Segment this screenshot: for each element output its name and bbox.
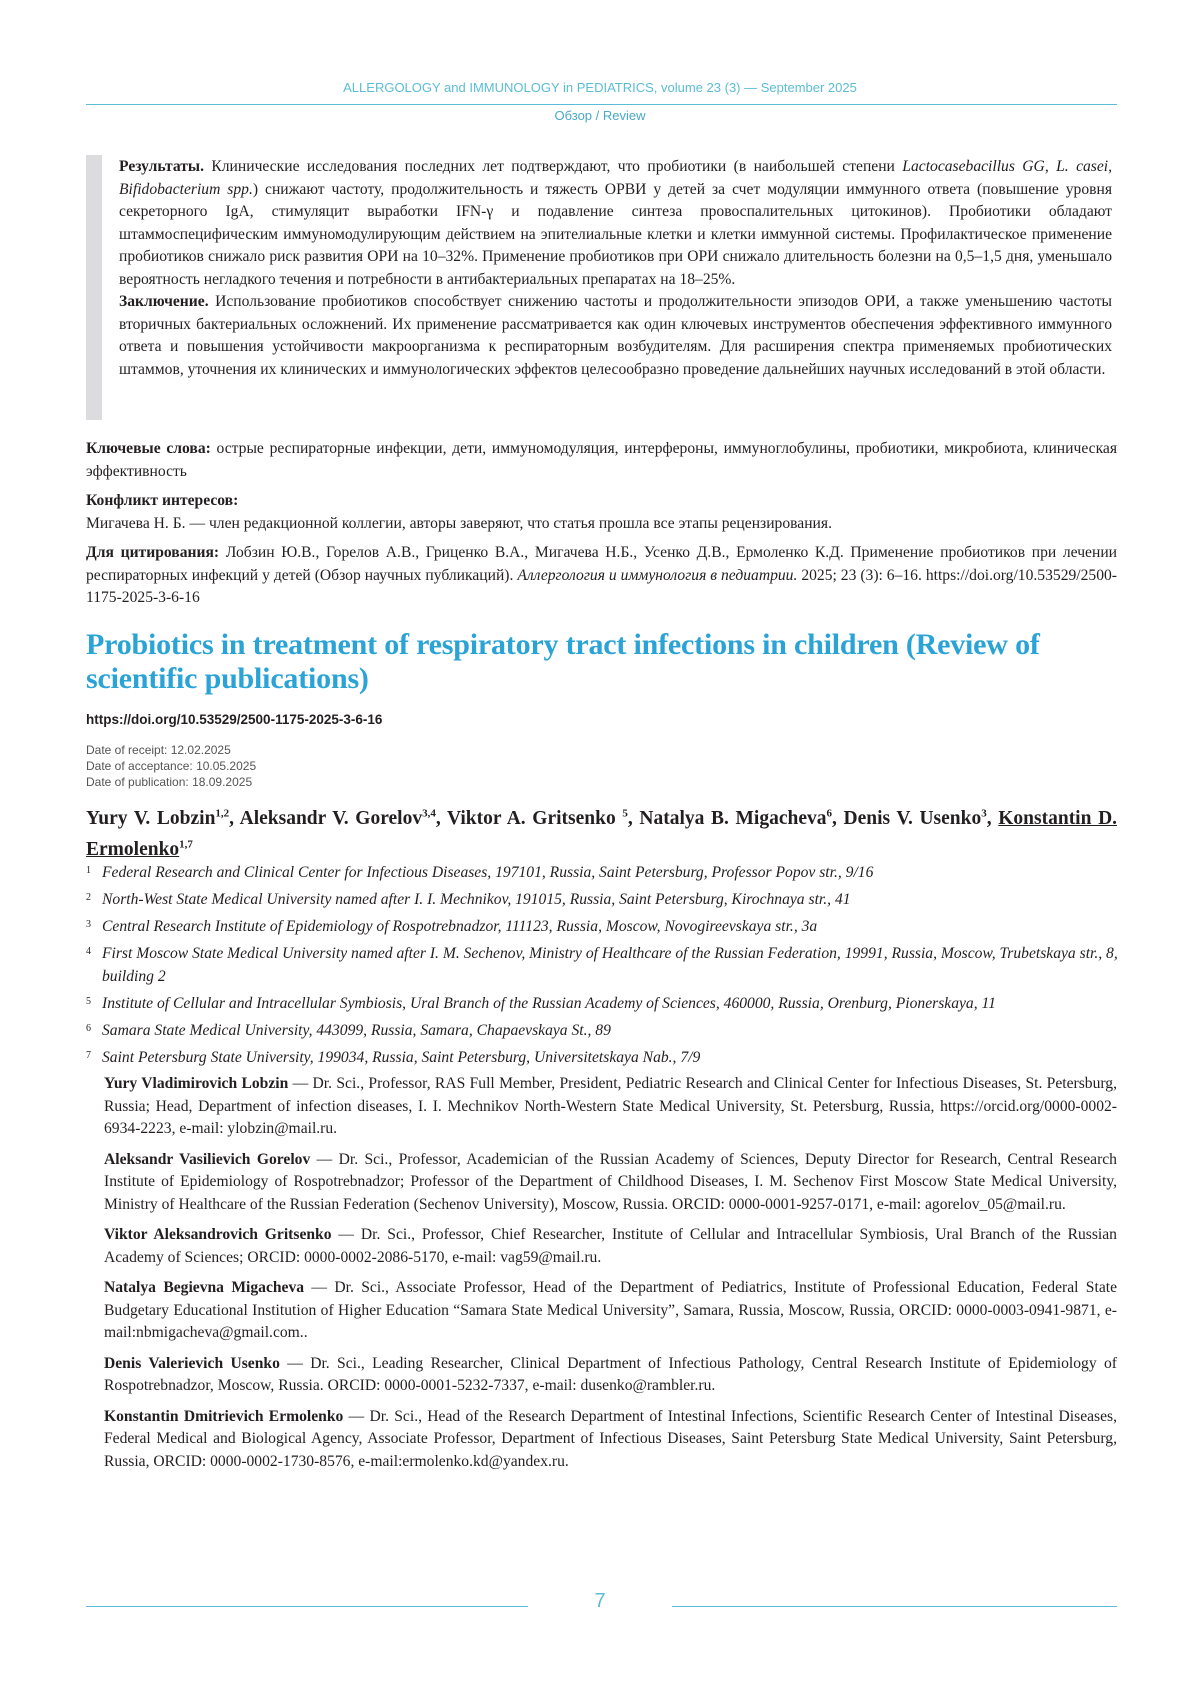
affiliation-item: 5 Institute of Cellular and Intracellular Symbiosis, Ural Branch of the Russian Academy of Sciences, 460000, Russia, Orenburg, Pionerskaya, 11	[86, 994, 996, 1012]
affiliation-item: 6 Samara State Medical University, 443099, Russia, Samara, Chapaevskaya St., 89	[86, 1021, 611, 1039]
citation-label: Для цитирования:	[86, 544, 220, 561]
author-bio: Natalya Begievna Migacheva — Dr. Sci., Associate Professor, Head of the Department of Pediatrics, Institute of Professional Education, Federal State Budgetary Educational Institution of Higher Education “Samara State Medical University”, Samara, Russia, Moscow, Russia, ORCID: 0000-0003-0941-9871, e-mail:nbmigacheva@gmail.com..	[104, 1279, 1117, 1341]
article-dates	[86, 742, 256, 790]
footer-divider-left	[86, 1606, 528, 1607]
citation	[86, 542, 1117, 610]
abstract-conclusion	[119, 291, 1112, 381]
abstract-results	[119, 156, 1112, 291]
results-species: Lactocasebacillus GG, L. casei, Bifidobacterium spp.	[119, 158, 1113, 198]
author: Viktor A. Gritsenko $^5$,	[447, 807, 640, 829]
affiliation-item: 1 Federal Research and Clinical Center for Infectious Diseases, 197101, Russia, Saint Petersburg, Professor Popov str., 9/16	[86, 864, 874, 881]
conflict-label: Конфликт интересов:	[86, 492, 239, 509]
citation-journal: Аллергология и иммунология в педиатрии.	[517, 566, 798, 584]
author: Aleksandr V. Gorelov$^{3,4}$,	[239, 807, 447, 829]
author-bio: Yury Vladimirovich Lobzin — Dr. Sci., Professor, RAS Full Member, President, Pediatric Research and Clinical Center for Infectious Diseases, St. Petersburg, Russia; Head, Department of infection diseases, I. I. Mechnikov North-Western State Medical University, St. Petersburg, Russia, https://orcid.org/0000-0002-6934-2223, e-mail: ylobzin@mail.ru.	[104, 1075, 1117, 1137]
affiliation-item: 2 North-West State Medical University named after I. I. Mechnikov, 191015, Russia, Saint Petersburg, Kirochnaya str., 41	[86, 891, 851, 908]
citation-text-1: Лобзин Ю.В., Горелов А.В., Гриценко В.А., Мигачева Н.Б., Усенко Д.В., Ермоленко К.Д. Применение пробиотиков при лечении респираторных инфекций у детей (Обзор научных публикаций).	[86, 544, 1118, 584]
conclusion-text: Использование пробиотиков способствует снижению частоты и продолжительности эпизодов ОРИ, а также уменьшению частоты вторичных бактериальных осложнений. Их применение рассматривается как один ключевых инструментов обеспечения эффективного иммунного ответа и повышения устойчивости макроорганизма к респираторным возбудителям. Для расширения спектра применяемых пробиотических штаммов, уточнения их клинических и иммунологических эффектов целесообразно проведение дальнейших научных исследований в этой области.	[119, 293, 1112, 378]
affiliation-list	[86, 862, 1121, 1074]
results-label: Результаты.	[119, 158, 204, 175]
conflict-text: Мигачева Н. Б. — член редакционной коллегии, авторы заверяют, что статья прошла все этапы рецензирования.	[86, 514, 832, 532]
author-bio: Aleksandr Vasilievich Gorelov — Dr. Sci., Professor, Academician of the Russian Academy of Sciences, Deputy Director for Research, Central Research Institute of Epidemiology of Rospotrebnadzor; Professor of the Department of Childhood Diseases, I. M. Sechenov First Moscow State Medical University, Ministry of Healthcare of the Russian Federation (Sechenov University), Moscow, Russia. ORCID: 0000-0001-9257-0171, e-mail: agorelov_05@mail.ru.	[104, 1150, 1117, 1213]
article-doi[interactable]: https://doi.org/10.53529/2500-1175-2025-3-6-16	[86, 712, 383, 727]
keywords-label: Ключевые слова:	[86, 440, 211, 457]
corresponding-author: Konstantin D. Ermolenko$^{1,7}$	[86, 807, 1118, 860]
article-title-en: Probiotics in treatment of respiratory tract infections in children (Review of scientific publications)	[86, 628, 1040, 695]
results-text-2: ) снижают частоту, продолжительность и тяжесть ОРВИ у детей за счет модуляции иммунного ответа (повышение уровня секреторного IgA, стимуляцит выработки IFN-γ и подавление синтеза провоспалительных цитокинов). Пробиотики обладают штаммоспецифическим иммуномодулирующим действием на эпителиальные клетки и клетки иммунной системы. Профилактическое применение пробиотиков снижало риск развития ОРИ на 10–32%. Применение пробиотиков при ОРИ снижало длительность болезни на 0,5–1,5 дня, уменьшало вероятность негладкого течения и потребности в антибактериальных препаратах на 18–25%.	[119, 180, 1112, 288]
header-divider	[86, 104, 1117, 105]
results-text-1: Клинические исследования последних лет подтверждают, что пробиотики (в наибольшей степени	[203, 158, 903, 175]
keywords	[86, 438, 1117, 483]
date-receipt: Date of receipt: 12.02.2025	[86, 743, 231, 757]
author-bio: Konstantin Dmitrievich Ermolenko — Dr. Sci., Head of the Research Department of Intestinal Infections, Scientific Research Center of Intestinal Diseases, Federal Medical and Biological Agency, Associate Professor, Department of Infectious Diseases, Saint Petersburg State Medical University, Saint Petersburg, Russia, ORCID: 0000-0002-1730-8576, e-mail:ermolenko.kd@yandex.ru.	[104, 1407, 1117, 1470]
abstract-side-bar	[86, 155, 102, 420]
journal-running-header: ALLERGOLOGY and IMMUNOLOGY in PEDIATRICS, volume 23 (3) — September 2025	[343, 80, 857, 95]
footer-divider-right	[672, 1606, 1117, 1607]
date-publication: Date of publication: 18.09.2025	[86, 775, 253, 789]
author-bios	[104, 1073, 1117, 1481]
page-number: 7	[594, 1590, 606, 1612]
author: Yury V. Lobzin$^{1,2}$,	[86, 807, 240, 829]
author-bio: Viktor Aleksandrovich Gritsenko — Dr. Sci., Professor, Chief Researcher, Institute of Cellular and Intracellular Symbiosis, Ural Branch of the Russian Academy of Sciences; ORCID: 0000-0002-2086-5170, e-mail: vag59@mail.ru.	[104, 1226, 1117, 1266]
affiliation-item: 3 Central Research Institute of Epidemiology of Rospotrebnadzor, 111123, Russia, Moscow, Novogireevskaya str., 3a	[86, 918, 818, 935]
citation-text-2: 2025; 23 (3): 6–16. https://doi.org/10.53529/2500-1175-2025-3-6-16	[86, 566, 1118, 606]
section-label: Обзор / Review	[554, 108, 646, 123]
author-bio: Denis Valerievich Usenko — Dr. Sci., Leading Researcher, Clinical Department of Infectious Pathology, Central Research Institute of Epidemiology of Rospotrebnadzor, Moscow, Russia. ORCID: 0000-0001-5232-7337, e-mail: dusenko@rambler.ru.	[104, 1354, 1117, 1394]
keywords-text: острые респираторные инфекции, дети, иммуномодуляция, интерфероны, иммуноглобулины, пробиотики, микробиота, клиническая эффективность	[86, 440, 1118, 480]
abstract-text	[119, 156, 1112, 381]
affiliation-item: 4 First Moscow State Medical University named after I. M. Sechenov, Ministry of Healthcare of the Russian Federation, 19991, Russia, Moscow, Trubetskaya str., 8, building 2	[86, 945, 1118, 985]
author-list	[86, 800, 1117, 863]
conclusion-label: Заключение.	[119, 293, 209, 310]
author: Denis V. Usenko$^3$,	[843, 807, 999, 829]
author: Natalya B. Migacheva$^6$,	[639, 807, 844, 829]
affiliation-item: 7 Saint Petersburg State University, 199034, Russia, Saint Petersburg, Universitetskaya Nab., 7/9	[86, 1048, 701, 1066]
date-acceptance: Date of acceptance: 10.05.2025	[86, 759, 257, 773]
conflict-of-interest	[86, 490, 1117, 535]
